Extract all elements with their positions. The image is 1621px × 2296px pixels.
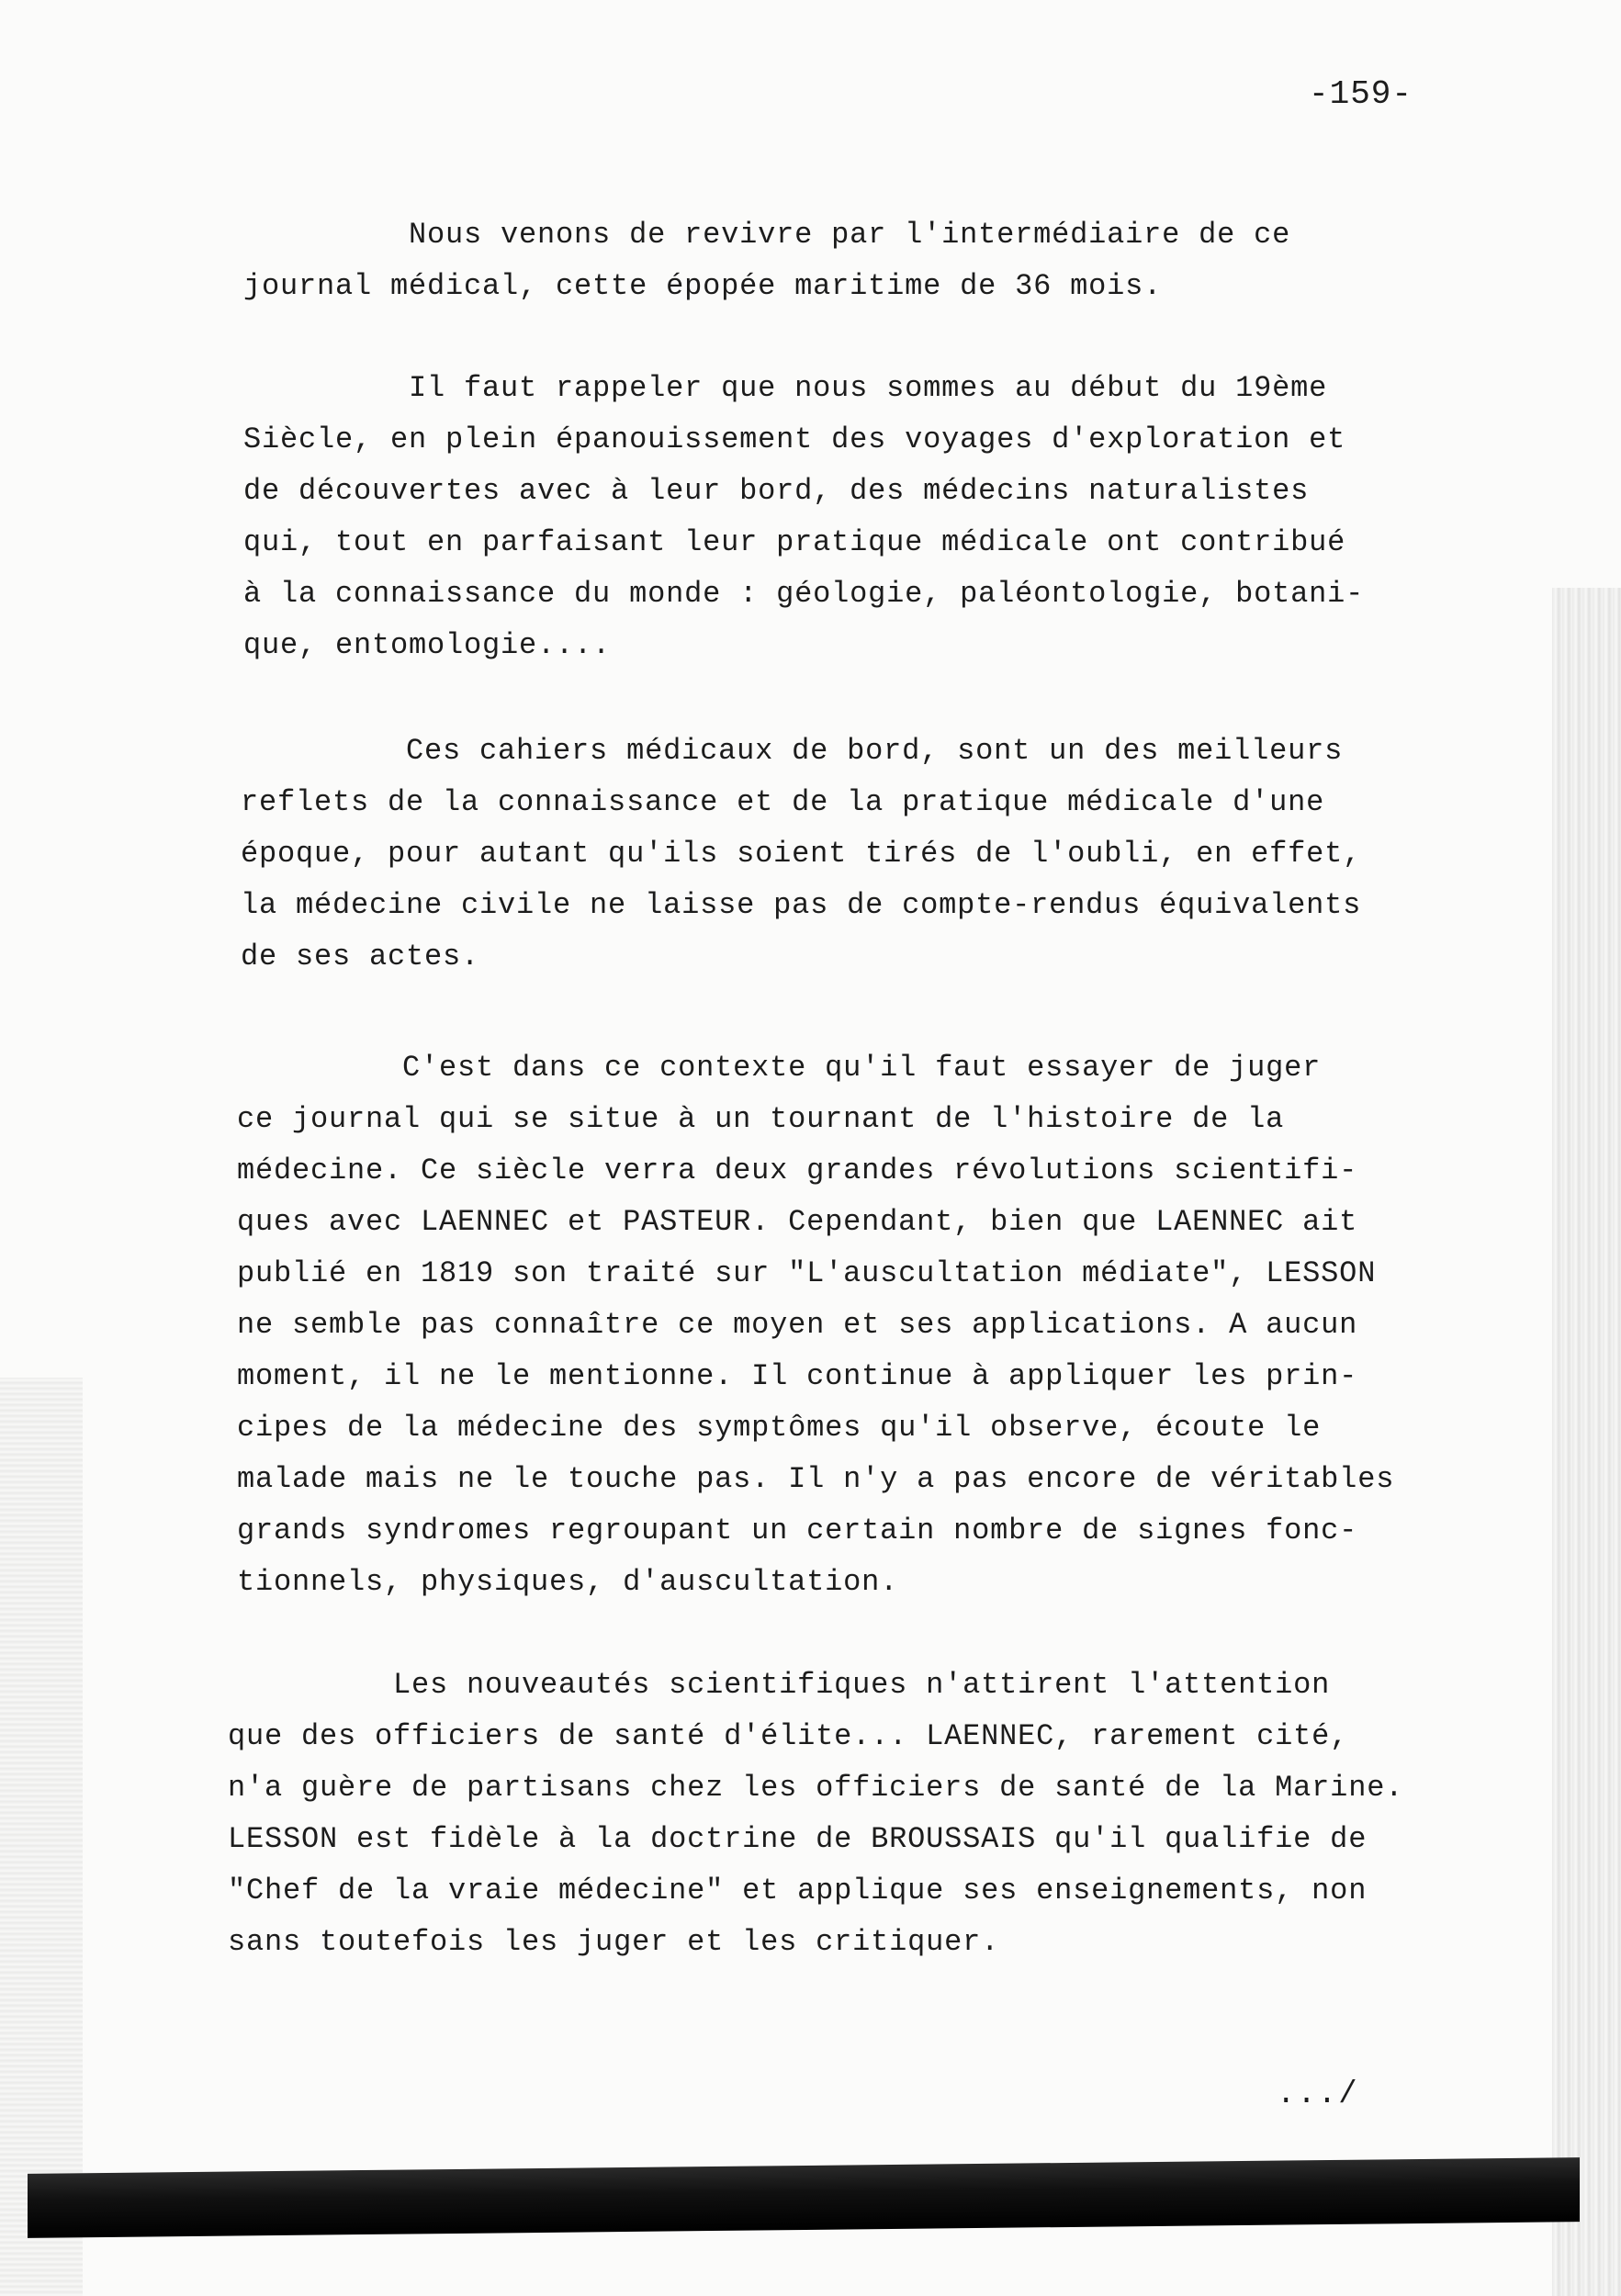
text-line: moment, il ne le mentionne. Il continue à appliquer les prin- (237, 1359, 1358, 1393)
text-line: Siècle, en plein épanouissement des voyages d'exploration et (243, 422, 1346, 456)
text-line: ce journal qui se situe à un tournant de l'histoire de la (237, 1102, 1285, 1136)
text-line: Nous venons de revivre par l'intermédiaire de ce (243, 218, 1291, 252)
text-line: la médecine civile ne laisse pas de compte-rendus équivalents (241, 888, 1362, 922)
continuation-mark: .../ (1277, 2077, 1359, 2112)
text-line: médecine. Ce siècle verra deux grandes révolutions scientifi- (237, 1154, 1358, 1187)
paragraph (241, 726, 1361, 983)
scan-shadow-left (0, 1378, 83, 2296)
text-line: C'est dans ce contexte qu'il faut essayer de juger (237, 1051, 1322, 1085)
scan-binding-edge (1552, 588, 1621, 2296)
text-line: grands syndromes regroupant un certain nombre de signes fonc- (237, 1514, 1358, 1548)
text-line: Ces cahiers médicaux de bord, sont un des meilleurs (241, 734, 1344, 768)
paragraph (228, 1660, 1403, 1968)
scan-shadow-bottom (28, 2157, 1580, 2238)
paragraph (237, 1042, 1394, 1608)
text-line: Les nouveautés scientifiques n'attirent l'attention (228, 1668, 1331, 1702)
text-line: de découvertes avec à leur bord, des médecins naturalistes (243, 474, 1310, 508)
text-line: que des officiers de santé d'élite... LAENNEC, rarement cité, (228, 1719, 1349, 1753)
text-line: journal médical, cette épopée maritime de 36 mois. (243, 269, 1163, 303)
text-line: reflets de la connaissance et de la pratique médicale d'une (241, 785, 1325, 819)
text-line: de ses actes. (241, 940, 480, 974)
text-line: malade mais ne le touche pas. Il n'y a pas encore de véritables (237, 1462, 1395, 1496)
text-line: "Chef de la vraie médecine" et applique ses enseignements, non (228, 1874, 1368, 1908)
text-line: sans toutefois les juger et les critiquer. (228, 1925, 1000, 1959)
text-line: époque, pour autant qu'ils soient tirés de l'oubli, en effet, (241, 837, 1362, 871)
text-line: cipes de la médecine des symptômes qu'il observe, écoute le (237, 1411, 1322, 1445)
text-line: ne semble pas connaître ce moyen et ses applications. A aucun (237, 1308, 1358, 1342)
paragraph (243, 209, 1290, 312)
text-line: qui, tout en parfaisant leur pratique médicale ont contribué (243, 525, 1346, 559)
text-line: que, entomologie.... (243, 628, 612, 662)
text-line: Il faut rappeler que nous sommes au début du 19ème (243, 371, 1328, 405)
text-line: tionnels, physiques, d'auscultation. (237, 1565, 899, 1599)
text-line: publié en 1819 son traité sur "L'auscultation médiate", LESSON (237, 1256, 1377, 1290)
text-line: à la connaissance du monde : géologie, paléontologie, botani- (243, 577, 1365, 611)
paragraph (243, 363, 1364, 671)
text-line: ques avec LAENNEC et PASTEUR. Cependant, bien que LAENNEC ait (237, 1205, 1358, 1239)
page-number: -159- (1309, 75, 1413, 113)
text-line: LESSON est fidèle à la doctrine de BROUSSAIS qu'il qualifie de (228, 1822, 1368, 1856)
text-line: n'a guère de partisans chez les officiers de santé de la Marine. (228, 1771, 1404, 1805)
